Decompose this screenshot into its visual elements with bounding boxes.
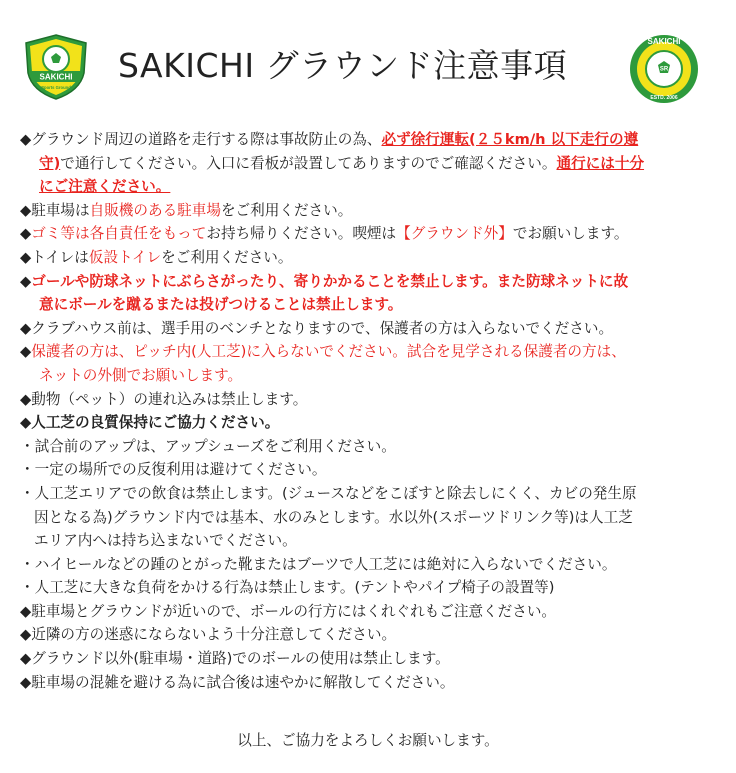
notice-emphasis: 必ず徐行運転(２５km/h 以下走行の遵 [381, 131, 639, 148]
notice-list [20, 128, 710, 694]
turf-rule-heels [20, 553, 710, 577]
notice-text: ◆駐車場の混雑を避ける為に試合後は速やかに解散してください。 [20, 673, 455, 691]
notice-heading: ◆人工芝の良質保持にご協力ください。 [20, 414, 280, 432]
turf-rule-food-cont2 [20, 529, 710, 553]
notice-bullet: ◆ [20, 343, 32, 361]
logo-right-text-top: SAKICHI [647, 37, 681, 46]
notice-text: お持ち帰りください。喫煙は [206, 225, 397, 243]
notice-text: ◆駐車場とグラウンドが近いので、ボールの行方にはくれぐれもご注意ください。 [20, 602, 557, 620]
logo-left-text-top: SAKICHI [39, 72, 73, 82]
notice-item-ball-outside [20, 647, 710, 671]
notice-text: 因となる為)グラウンド内では基本、水のみとします。水以外(スポーツドリンク等)は人工芝 [34, 508, 633, 526]
notice-item-driving [20, 128, 710, 152]
notice-item-guardians [20, 340, 710, 364]
notice-highlight: 自販機のある駐車場 [89, 201, 221, 219]
page-title: SAKICHI グラウンド注意事項 [118, 46, 568, 85]
notice-item-net [20, 270, 710, 294]
notice-text: ・人工芝に大きな負荷をかける行為は禁止します。(テントやパイプ椅子の設置等) [20, 579, 555, 597]
notice-item-turf-heading [20, 411, 710, 435]
notice-text: ・一定の場所での反復利用は避けてください。 [20, 461, 327, 479]
notice-text: ◆駐車場は [20, 201, 90, 219]
sakichi-shield-logo [22, 33, 90, 101]
notice-item-neighbors [20, 623, 710, 647]
notice-item-parking [20, 199, 710, 223]
notice-text: ◆グラウンド周辺の道路を走行する際は事故防止の為、 [20, 131, 382, 148]
notice-item-guardians-cont [20, 364, 710, 388]
notice-item-toilet [20, 246, 710, 270]
notice-item-net-cont [20, 293, 710, 317]
notice-text: ◆動物（ペット）の連れ込みは禁止します。 [20, 390, 308, 408]
notice-bullet: ◆ [20, 272, 32, 290]
turf-rule-shoes [20, 435, 710, 459]
notice-text: をご利用ください。 [220, 201, 353, 219]
closing-message: 以上、ご協力をよろしくお願いします。 [237, 732, 499, 749]
notice-text: ◆トイレは [20, 248, 89, 266]
notice-highlight: 仮設トイレ [88, 248, 162, 266]
turf-rule-food-cont [20, 506, 710, 530]
notice-text: をご利用ください。 [161, 248, 293, 266]
notice-emphasis: 通行には十分 [556, 154, 645, 172]
notice-emphasis: 守) [39, 154, 61, 172]
notice-item-driving-cont [20, 152, 710, 176]
sakichi-round-emblem-logo [628, 33, 700, 105]
notice-text: ・ハイヒールなどの踵のとがった靴またはブーツで人工芝には絶対に入らないでください。 [20, 555, 617, 573]
turf-rule-food [20, 482, 710, 506]
notice-item-dismissal [20, 671, 710, 695]
notice-item-ball-direction [20, 600, 710, 624]
logo-right-inner-text: SR [659, 66, 669, 73]
notice-highlight: 【グラウンド外】 [396, 225, 513, 243]
notice-item-clubhouse [20, 317, 710, 341]
notice-text: でお願いします。 [512, 225, 629, 243]
notice-text: で通行してください。入口に看板が設置してありますのでご確認ください。 [60, 154, 557, 172]
notice-text: ◆クラブハウス前は、選手用のベンチとなりますので、保護者の方は入らないでください。 [20, 319, 614, 337]
notice-highlight: ゴミ等は各自責任をもって [31, 225, 207, 243]
logo-right-text-bottom: ESTD. 2006 [650, 95, 678, 101]
notice-text: ・試合前のアップは、アップシューズをご利用ください。 [20, 437, 396, 455]
header [0, 0, 736, 120]
notice-emphasis: にご注意ください。 [39, 178, 171, 196]
notice-highlight: 保護者の方は、ピッチ内(人工芝)に入らないでください。試合を見学される保護者の方は、 [31, 343, 626, 361]
notice-text: ・人工芝エリアでの飲食は禁止します。(ジュースなどをこぼすと除去しにくく、カビの発生原 [20, 484, 637, 502]
notice-item-garbage [20, 222, 710, 246]
notice-item-pets [20, 388, 710, 412]
turf-rule-load [20, 576, 710, 600]
notice-highlight: ネットの外側でお願いします。 [39, 366, 243, 384]
notice-text: ◆グラウンド以外(駐車場・道路)でのボールの使用は禁止します。 [20, 650, 450, 668]
notice-text: エリア内へは持ち込まないでください。 [34, 532, 297, 550]
turf-rule-repeat [20, 458, 710, 482]
notice-text: ◆近隣の方の迷惑にならないよう十分注意してください。 [20, 626, 397, 644]
notice-emphasis: 意にボールを蹴るまたは投げつけることは禁止します。 [39, 296, 403, 314]
notice-emphasis: ゴールや防球ネットにぶらさがったり、寄りかかることを禁止します。また防球ネットに故 [31, 272, 629, 290]
notice-item-driving-cont2 [20, 175, 710, 199]
notice-bullet: ◆ [20, 225, 32, 243]
logo-left-text-bottom: Sports Ground [41, 85, 71, 90]
